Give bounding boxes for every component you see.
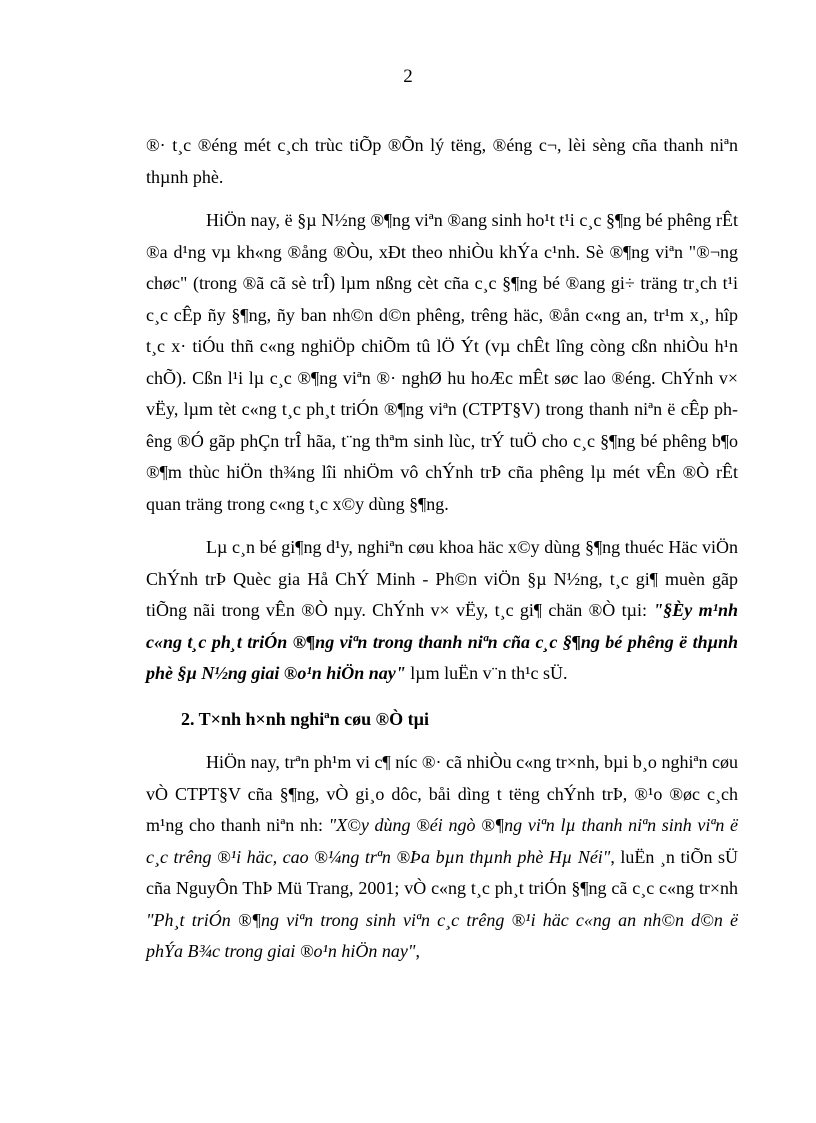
research-end-text: ,	[415, 941, 420, 961]
paragraph-topic-choice	[146, 532, 738, 690]
document-body	[146, 130, 738, 968]
thesis-title: "§Èy m¹nh c«ng t¸c ph¸t triÓn ®¶ng viªn trong thanh niªn cña c¸c §¶ng bé phêng ë thµnh phè §µ N½ng giai ®o¹n hiÖn nay"	[146, 600, 738, 683]
research-middle-text: , luËn ¸n tiÕn sÜ cña NguyÔn ThÞ Mü Trang, 2001; vÒ c«ng t¸c ph¸t triÓn §¶ng cã c¸c c«ng tr×nh	[146, 846, 738, 898]
cited-work-title-1: "X©y dùng ®éi ngò ®¶ng viªn lµ thanh niªn sinh viªn ë c¸c trêng ®¹i häc, cao ®¼ng trªn ®Þa bµn thµnh phè Hµ Néi"	[146, 815, 738, 867]
page-number: 2	[403, 66, 413, 87]
topic-outro-text: lµm luËn v¨n th¹c sÜ.	[405, 663, 568, 683]
paragraph-research-status	[146, 747, 738, 968]
research-intro-text: HiÖn nay, trªn ph¹m vi c¶ níc ®· cã nhiÒu c«ng tr×nh, bµi b¸o nghiªn cøu vÒ CTPT§V cña §¶ng, vÒ gi¸o dôc, båi dìng t tëng chÝnh trÞ, ®¹o ®øc c¸ch m¹ng cho thanh niªn nh:	[146, 752, 738, 835]
section-heading: 2. T×nh h×nh nghiªn cøu ®Ò tµi	[181, 708, 429, 729]
cited-work-title-2: "Ph¸t triÓn ®¶ng viªn trong sinh viªn c¸c trêng ®¹i häc c«ng an nh©n d©n ë phÝa B¾c trong giai ®o¹n hiÖn nay"	[146, 909, 738, 961]
topic-intro-text: Lµ c¸n bé gi¶ng d¹y, nghiªn cøu khoa häc x©y dùng §¶ng thuéc Häc viÖn ChÝnh trÞ Quèc gia Hå ChÝ Minh - Ph©n viÖn §µ N½ng, t¸c gi¶ muèn gãp tiÕng nãi trong vÊn ®Ò nµy. ChÝnh v× vËy, t¸c gi¶ chän ®Ò tµi:	[146, 537, 738, 620]
paragraph-continuation: ®· t¸c ®éng mét c¸ch trùc tiÕp ®Õn lý tëng, ®éng c¬, lèi sèng cña thanh niªn thµnh phè.	[146, 135, 738, 187]
paragraph-current-situation: HiÖn nay, ë §µ N½ng ®¶ng viªn ®ang sinh ho¹t t¹i c¸c §¶ng bé phêng rÊt ®a d¹ng vµ kh«ng ®ång ®Òu, xÐt theo nhiÒu khÝa c¹nh. Sè ®¶ng viªn "®¬ng chøc" (trong ®ã cã sè trÎ) lµm nßng cèt cña c¸c §¶ng bé ®ang gi÷ träng tr¸ch t¹i c¸c cÊp ñy §¶ng, ñy ban nh©n d©n phêng, trêng häc, ®ån c«ng an, tr¹m x¸, hîp t¸c x· tiÓu thñ c«ng nghiÖp chiÕm tû lÖ Ýt (vµ chÊt lîng còng cßn nhiÒu h¹n chÕ). Cßn l¹i lµ c¸c ®¶ng viªn ®· nghØ hu hoÆc mÊt søc lao ®éng. ChÝnh v× vËy, lµm tèt c«ng t¸c ph¸t triÓn ®¶ng viªn (CTPT§V) trong thanh niªn ë cÊp phêng ®Ó gãp phÇn trÎ hãa, t¨ng thªm sinh lùc, trÝ tuÖ cho c¸c §¶ng bé phêng b¶o ®¶m thùc hiÖn th¾ng lîi nhiÖm vô chÝnh trÞ cña phêng lµ mét vÊn ®Ò rÊt quan träng trong c«ng t¸c x©y dùng §¶ng.	[146, 210, 738, 514]
